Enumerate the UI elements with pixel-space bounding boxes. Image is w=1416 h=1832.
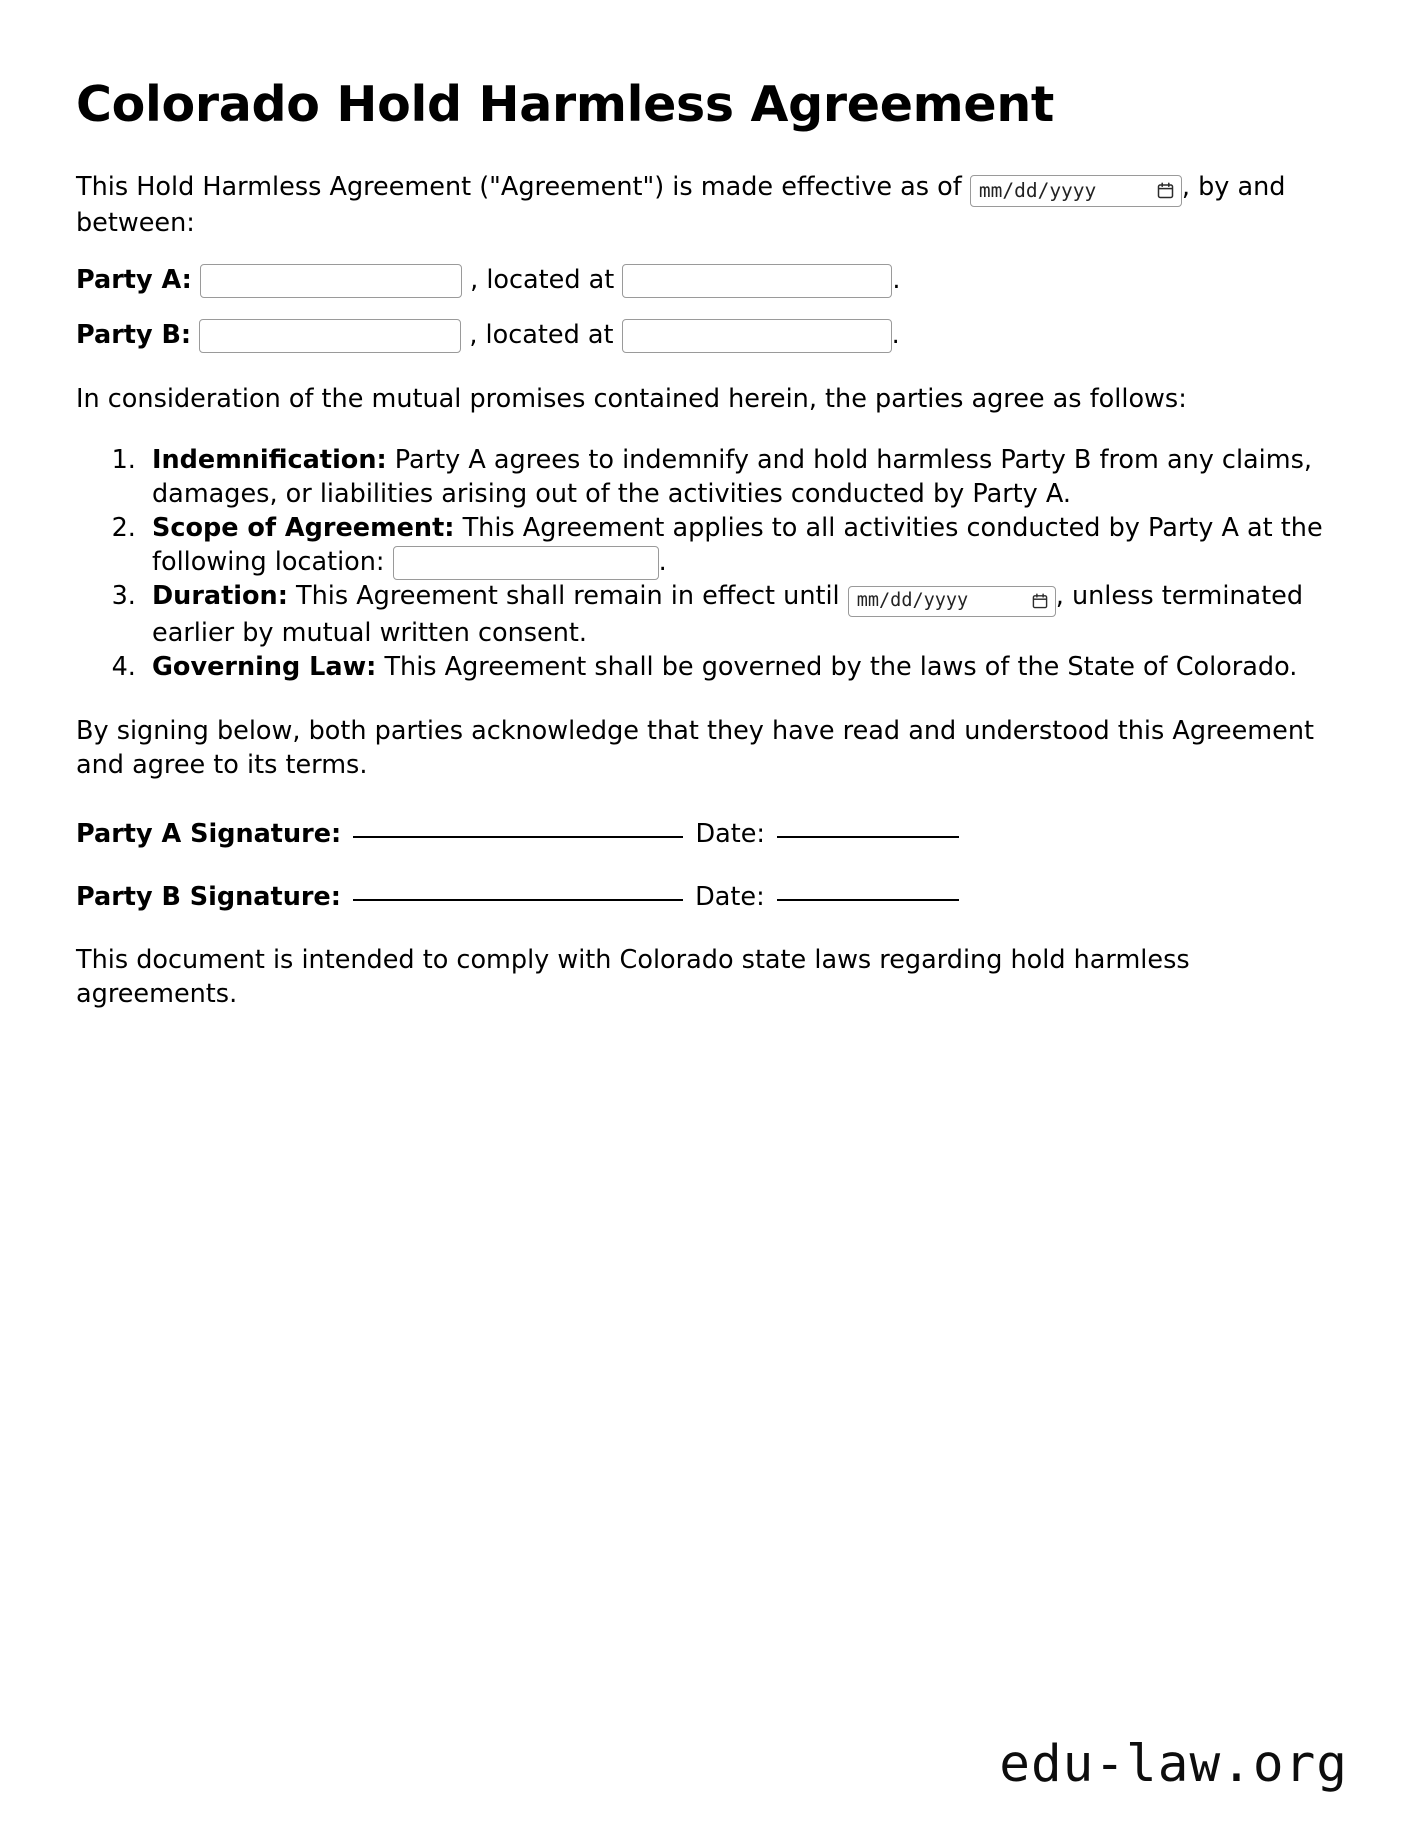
consideration-paragraph: In consideration of the mutual promises contained herein, the parties agree as follows:: [76, 383, 1187, 414]
party-a-located-at-label: , located at: [470, 264, 615, 295]
party-b-signature-label: Party B Signature:: [76, 882, 341, 913]
scope-location-input[interactable]: [393, 546, 659, 580]
party-b-address-input[interactable]: [622, 319, 892, 353]
duration-date-placeholder: mm/dd/yyyy: [856, 590, 969, 612]
term-duration-body-before: This Agreement shall remain in effect until: [296, 581, 840, 612]
party-a-name-input[interactable]: [200, 264, 462, 298]
term-governing-law-heading: Governing Law:: [152, 651, 377, 682]
document-content: [76, 78, 1340, 1012]
term-duration-body-after: , unless terminated earlier by mutual written consent.: [152, 581, 1304, 648]
term-scope: [144, 512, 1340, 580]
party-a-date-label: Date:: [695, 818, 765, 849]
party-b-row: [76, 318, 1340, 353]
terms-list: [76, 444, 1340, 684]
compliance-note: This document is intended to comply with Colorado state laws regarding hold harmless agreements.: [76, 944, 1190, 1009]
party-b-signature-row: [76, 880, 1340, 916]
term-indemnification: [144, 444, 1340, 512]
party-b-date-label: Date:: [695, 882, 765, 913]
term-indemnification-heading: Indemnification:: [152, 445, 387, 476]
party-a-period: .: [892, 264, 901, 295]
party-a-signature-label: Party A Signature:: [76, 818, 342, 849]
page-title: Colorado Hold Harmless Agreement: [76, 76, 1055, 133]
party-a-row: [76, 263, 1340, 298]
calendar-icon[interactable]: [1032, 593, 1048, 609]
party-b-name-input[interactable]: [199, 319, 461, 353]
party-b-date-line[interactable]: [777, 899, 959, 901]
party-a-label: Party A:: [76, 264, 192, 295]
term-scope-heading: Scope of Agreement:: [152, 513, 455, 544]
effective-date-input[interactable]: [970, 175, 1182, 207]
intro-text-before-date: This Hold Harmless Agreement ("Agreement") is made effective as of: [76, 171, 962, 202]
party-b-signature-line[interactable]: [353, 899, 683, 901]
term-scope-body-after: .: [658, 547, 667, 578]
term-indemnification-body: Party A agrees to indemnify and hold harmless Party B from any claims, damages, or liabilities arising out of the activities conducted by Party A.: [152, 445, 1312, 510]
duration-date-input[interactable]: [848, 586, 1056, 617]
term-governing-law-body: This Agreement shall be governed by the laws of the State of Colorado.: [384, 651, 1298, 682]
acknowledgement-paragraph: By signing below, both parties acknowledge that they have read and understood this Agreement and agree to its terms.: [76, 715, 1314, 780]
term-governing-law: [144, 651, 1340, 685]
term-duration-heading: Duration:: [152, 581, 288, 612]
intro-text-after-date: , by and between:: [76, 171, 1286, 238]
effective-date-placeholder: mm/dd/yyyy: [978, 178, 1097, 202]
party-a-signature-row: [76, 817, 1340, 853]
party-a-date-line[interactable]: [777, 836, 959, 838]
party-b-located-at-label: , located at: [469, 319, 614, 350]
party-a-address-input[interactable]: [622, 264, 892, 298]
party-a-signature-line[interactable]: [353, 836, 683, 838]
calendar-icon[interactable]: [1157, 182, 1174, 199]
term-scope-body-before: This Agreement applies to all activities conducted by Party A at the following location:: [152, 513, 1323, 578]
party-b-label: Party B:: [76, 319, 192, 350]
party-b-period: .: [891, 319, 900, 350]
site-watermark: edu-law.org: [999, 1735, 1348, 1794]
intro-paragraph: [76, 171, 1340, 241]
term-duration: [144, 580, 1340, 651]
